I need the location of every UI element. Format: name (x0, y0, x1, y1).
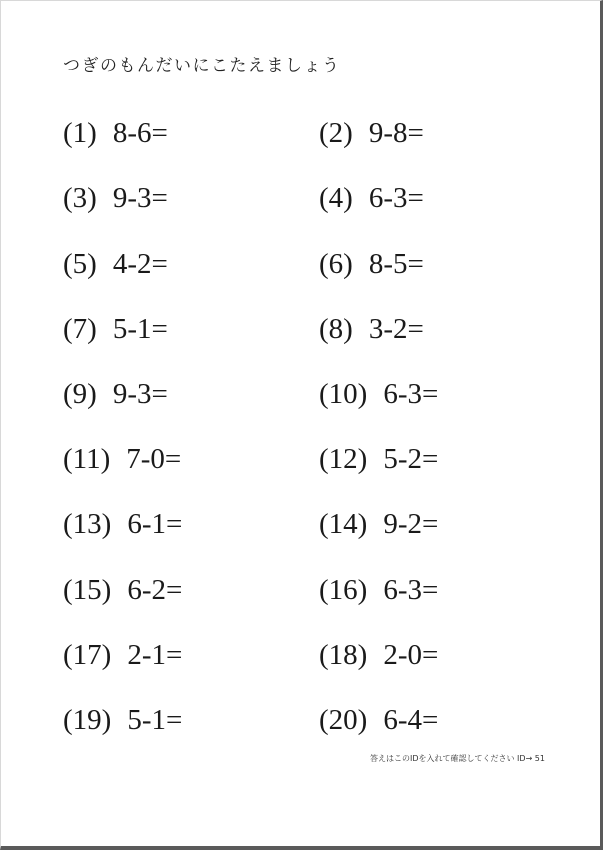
problem-item (319, 244, 424, 284)
problem-item (63, 309, 168, 349)
problem-number: (14) (319, 508, 368, 540)
problem-expression: 5-1= (112, 313, 168, 345)
problem-number: (3) (63, 182, 97, 214)
problem-expression: 7-0= (126, 443, 182, 475)
problem-number: (12) (319, 443, 368, 475)
problem-expression: 2-0= (383, 639, 439, 671)
problem-item (63, 244, 168, 284)
problem-expression: 3-2= (368, 313, 424, 345)
problem-expression: 9-3= (112, 378, 168, 410)
problem-item (319, 635, 438, 675)
problem-number: (4) (319, 182, 353, 214)
problem-item (319, 309, 424, 349)
problem-number: (2) (319, 117, 353, 149)
problem-expression: 6-3= (368, 182, 424, 214)
problem-number: (17) (63, 639, 112, 671)
problem-number: (20) (319, 704, 368, 736)
problem-expression: 9-2= (383, 508, 439, 540)
problem-expression: 6-3= (383, 378, 439, 410)
problem-number: (18) (319, 639, 368, 671)
problem-expression: 5-1= (127, 704, 183, 736)
problem-number: (6) (319, 248, 353, 280)
problem-expression: 6-3= (383, 574, 439, 606)
problem-item (63, 374, 168, 414)
problem-expression: 9-8= (368, 117, 424, 149)
problem-expression: 9-3= (112, 182, 168, 214)
problem-item (63, 178, 168, 218)
problem-item (63, 570, 182, 610)
problem-item (319, 439, 438, 479)
answer-id-note: 答えはこのIDを入れて確認してください ID→ 51 (369, 754, 545, 763)
problem-item (319, 570, 438, 610)
problem-item (319, 504, 438, 544)
problem-item (63, 504, 182, 544)
problem-item (319, 178, 424, 218)
problem-number: (13) (63, 508, 112, 540)
problem-number: (5) (63, 248, 97, 280)
problem-item (63, 700, 182, 740)
problem-expression: 5-2= (383, 443, 439, 475)
problem-item (63, 635, 182, 675)
problem-expression: 6-2= (127, 574, 183, 606)
problem-expression: 6-1= (127, 508, 183, 540)
problem-expression: 2-1= (127, 639, 183, 671)
problem-expression: 6-4= (383, 704, 439, 736)
problem-expression: 8-6= (112, 117, 168, 149)
problem-item (63, 113, 168, 153)
problem-number: (7) (63, 313, 97, 345)
problem-item (63, 439, 181, 479)
problem-number: (15) (63, 574, 112, 606)
problem-expression: 4-2= (112, 248, 168, 280)
problem-number: (1) (63, 117, 97, 149)
problem-item (319, 113, 424, 153)
problem-expression: 8-5= (368, 248, 424, 280)
problem-item (319, 700, 438, 740)
instruction-text: つぎのもんだいにこたえましょう (63, 56, 341, 76)
problem-number: (16) (319, 574, 368, 606)
problem-number: (11) (63, 443, 111, 475)
problem-number: (8) (319, 313, 353, 345)
problem-number: (9) (63, 378, 97, 410)
problem-item (319, 374, 438, 414)
problem-number: (19) (63, 704, 112, 736)
problem-number: (10) (319, 378, 368, 410)
